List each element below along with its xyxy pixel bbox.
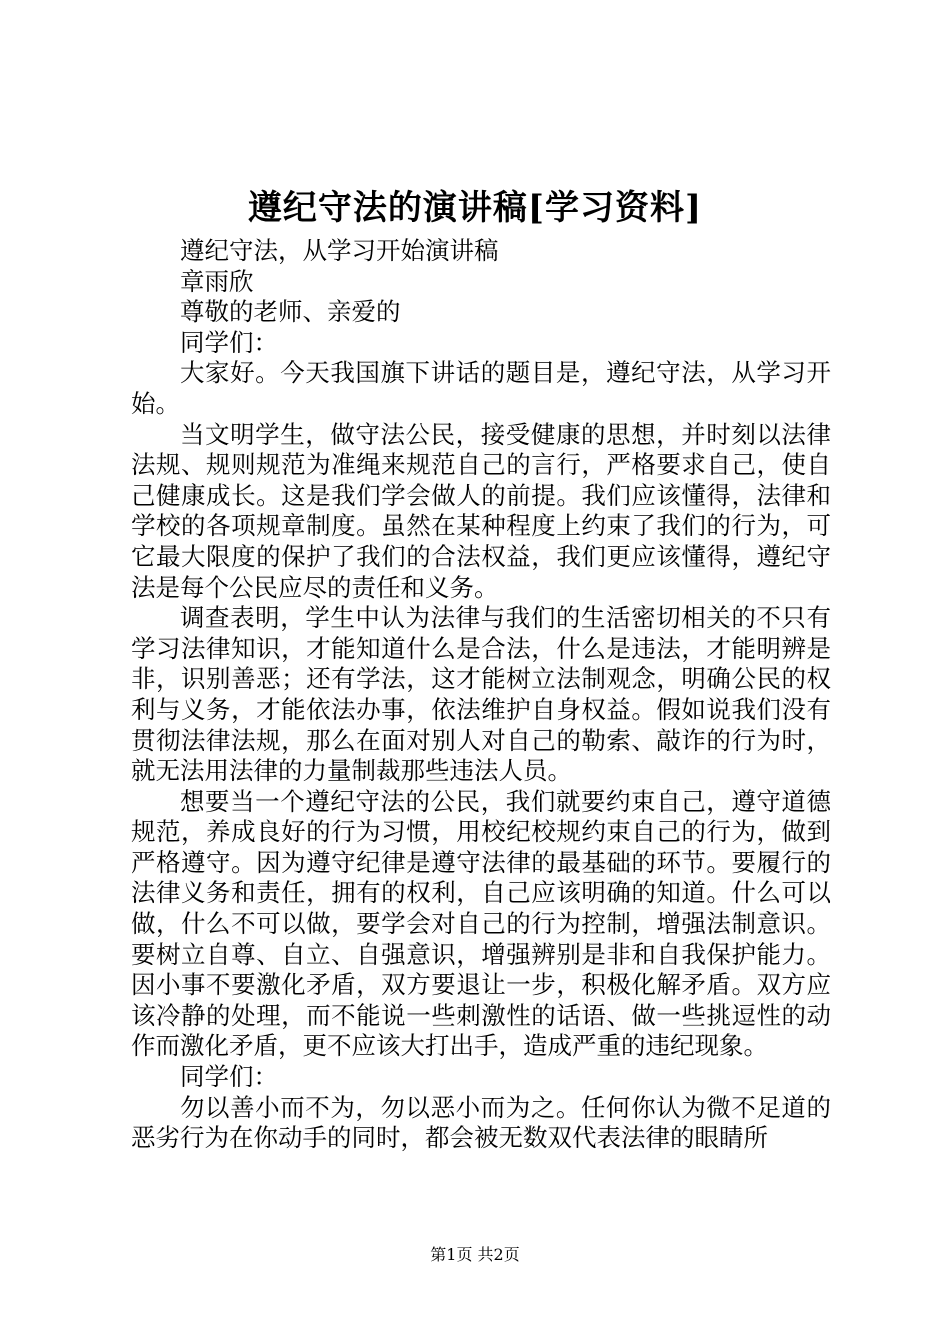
- document-body: [131, 236, 831, 1154]
- paragraph-body-1: 当文明学生，做守法公民，接受健康的思想，并时刻以法律法规、规则规范为准绳来规范自己的言行，严格要求自己，使自己健康成长。这是我们学会做人的前提。我们应该懂得，法律和学校的各项规章制度。虽然在某种程度上约束了我们的行为，可它最大限度的保护了我们的合法权益，我们更应该懂得，遵纪守法是每个公民应尽的责任和义务。: [131, 419, 831, 602]
- paragraph-body-3: 想要当一个遵纪守法的公民，我们就要约束自己，遵守道德规范，养成良好的行为习惯，用校纪校规约束自己的行为，做到严格遵守。因为遵守纪律是遵守法律的最基础的环节。要履行的法律义务和责任，拥有的权利，自己应该明确的知道。什么可以做，什么不可以做，要学会对自己的行为控制，增强法制意识。要树立自尊、自立、自强意识，增强辨别是非和自我保护能力。因小事不要激化矛盾，双方要退让一步，积极化解矛盾。双方应该冷静的处理，而不能说一些刺激性的话语、做一些挑逗性的动作而激化矛盾，更不应该大打出手，造成严重的违纪现象。: [131, 786, 831, 1061]
- paragraph-greeting: 大家好。今天我国旗下讲话的题目是，遵纪守法，从学习开始。: [131, 358, 831, 418]
- paragraph-salutation: 尊敬的老师、亲爱的: [180, 297, 401, 327]
- paragraph-author: 章雨欣: [180, 266, 254, 296]
- page-footer: 第1页 共2页: [430, 1245, 520, 1264]
- paragraph-speech-subtitle: 遵纪守法，从学习开始演讲稿: [180, 236, 499, 265]
- paragraph-classmates-2: 同学们：: [180, 1062, 278, 1092]
- document-title: 遵纪守法的演讲稿[学习资料]: [247, 188, 703, 228]
- paragraph-body-4: 勿以善小而不为，勿以恶小而为之。任何你认为微不足道的恶劣行为在你动手的同时，都会被无数双代表法律的眼睛所: [131, 1092, 831, 1153]
- paragraph-body-2: 调查表明，学生中认为法律与我们的生活密切相关的不只有学习法律知识，才能知道什么是合法，什么是违法，才能明辨是非，识别善恶；还有学法，这才能树立法制观念，明确公民的权利与义务，才能依法办事，依法维护自身权益。假如说我们没有贯彻法律法规，那么在面对别人对自己的勒索、敲诈的行为时，就无法用法律的力量制裁那些违法人员。: [131, 603, 831, 786]
- paragraph-salutation-classmates: 同学们：: [180, 327, 278, 357]
